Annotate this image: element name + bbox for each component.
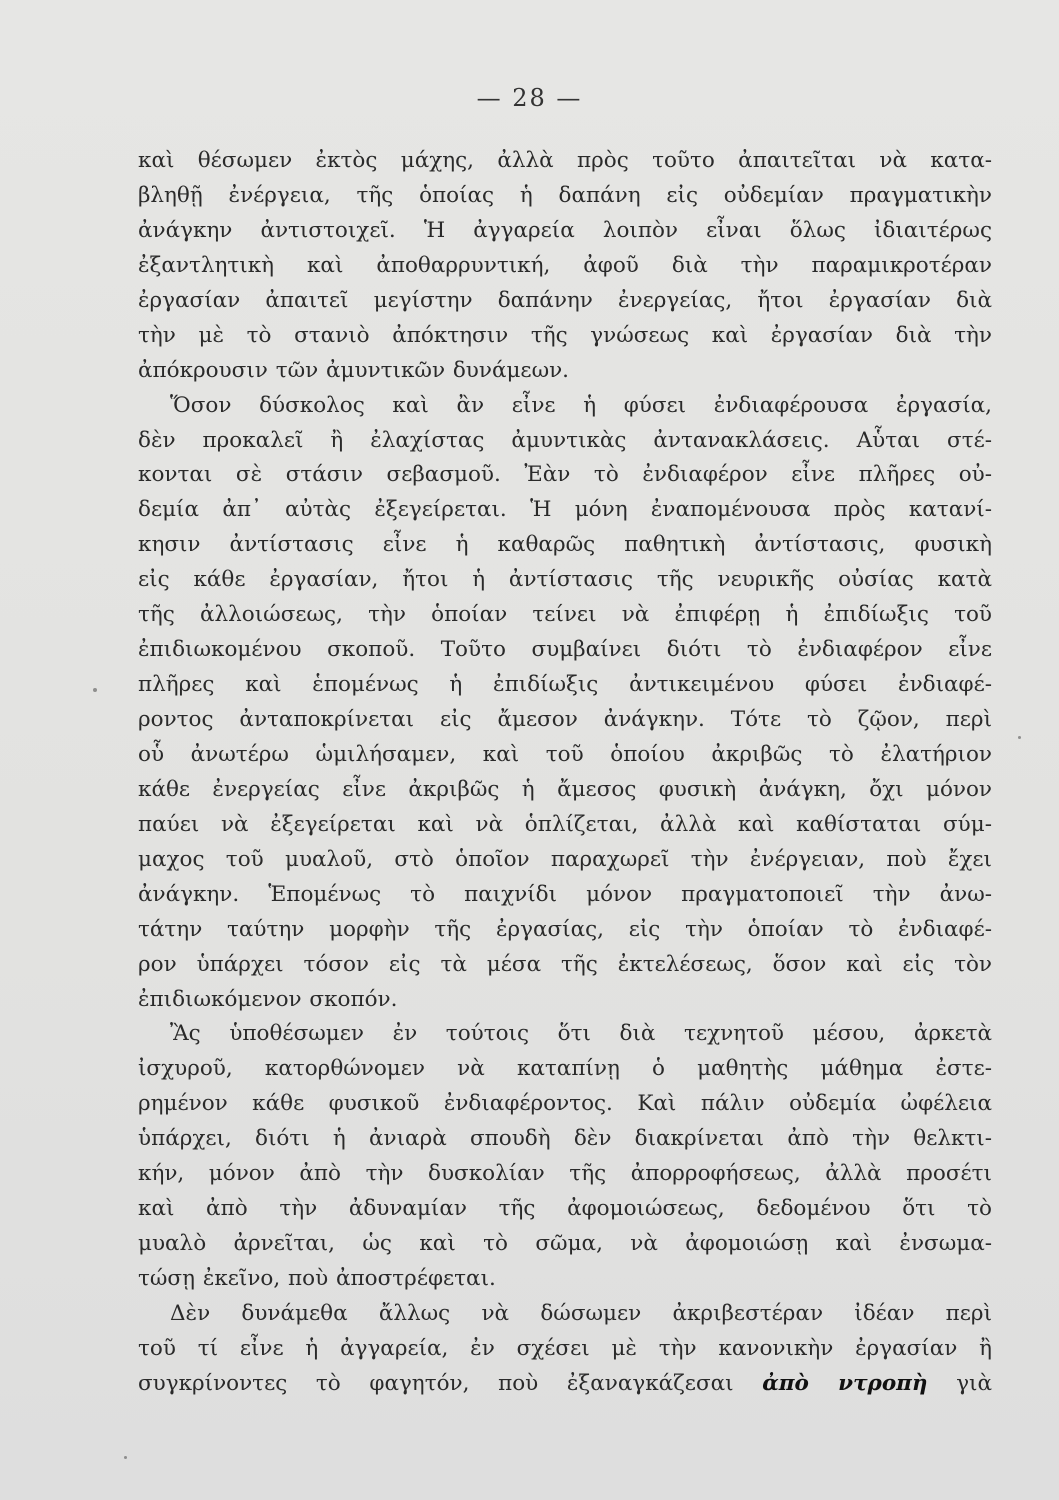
text-line: τὴν μὲ τὸ στανιὸ ἀπόκτησιν τῆς γνώσεως καὶ ἐργασίαν διὰ τὴν [138,322,992,348]
text-line: ροντος ἀνταποκρίνεται εἰς ἄμεσον ἀνάγκην. Τότε τὸ ζῷον, περὶ [138,707,992,732]
text-line: ἐξαντλητικὴ καὶ ἀποθαρρυντική, ἀφοῦ διὰ τὴν παραμικροτέραν [138,252,992,278]
paragraph-start: Ἂς ὑποθέσωμεν ἐν τούτοις ὅτι διὰ τεχνητοῦ μέσου, ἀρκετὰ [170,1021,992,1047]
text-line: δεμία ἀπ᾽ αὐτὰς ἐξεγείρεται. Ἡ μόνη ἐναπομένουσα πρὸς κατανί- [138,497,992,523]
text-line: τώσῃ ἐκεῖνο, ποὺ ἀποστρέφεται. [138,1266,496,1291]
text-line: καὶ θέσωμεν ἐκτὸς μάχης, ἀλλὰ πρὸς τοῦτο ἀπαιτεῖται νὰ κατα- [138,148,992,173]
page-number: — 28 — [476,84,583,112]
text-line: ὑπάρχει, διότι ἡ ἀνιαρὰ σπουδὴ δὲν διακρίνεται ἀπὸ τὴν θελκτι- [138,1126,992,1152]
final-line-start: συγκρίνοντες τὸ φαγητόν, ποὺ ἐξαναγκάζεσαι [138,1370,734,1396]
body-text [138,144,992,1402]
text-line: τῆς ἀλλοιώσεως, τὴν ὁποίαν τείνει νὰ ἐπιφέρῃ ἡ ἐπιδίωξις τοῦ [138,602,992,628]
final-line-end: γιὰ [956,1370,992,1396]
text-line: ἐπιδιωκόμενον σκοπόν. [138,986,398,1012]
text-line: πλῆρες καὶ ἑπομένως ἡ ἐπιδίωξις ἀντικειμένου φύσει ἐνδιαφέ- [138,672,992,698]
text-line: ἐργασίαν ἀπαιτεῖ μεγίστην δαπάνην ἐνεργείας, ἤτοι ἐργασίαν διὰ [138,287,992,313]
text-line: ἐπιδιωκομένου σκοποῦ. Τοῦτο συμβαίνει διότι τὸ ἐνδιαφέρον εἶνε [138,637,992,663]
text-line: κονται σὲ στάσιν σεβασμοῦ. Ἐὰν τὸ ἐνδιαφέρον εἶνε πλῆρες οὐ- [138,462,992,488]
text-line: ἀνάγκην. Ἑπομένως τὸ παιχνίδι μόνον πραγματοποιεῖ τὴν ἀνω- [138,881,992,907]
text-line: καὶ ἀπὸ τὴν ἀδυναμίαν τῆς ἀφομοιώσεως, δεδομένου ὅτι τὸ [138,1196,992,1222]
text-line: ἰσχυροῦ, κατορθώνομεν νὰ καταπίνῃ ὁ μαθητὴς μάθημα ἐστε- [138,1056,992,1082]
text-line: μαχος τοῦ μυαλοῦ, στὸ ὁποῖον παραχωρεῖ τὴν ἐνέργειαν, ποὺ ἔχει [138,846,992,872]
paper-speck [93,688,97,692]
text-line: κησιν ἀντίστασις εἶνε ἡ καθαρῶς παθητικὴ ἀντίστασις, φυσικὴ [138,532,992,558]
text-line: κήν, μόνον ἀπὸ τὴν δυσκολίαν τῆς ἀπορροφήσεως, ἀλλὰ προσέτι [138,1161,992,1187]
text-line: δὲν προκαλεῖ ἢ ἐλαχίστας ἀμυντικὰς ἀντανακλάσεις. Αὗται στέ- [138,427,992,453]
text-line: τοῦ τί εἶνε ἡ ἀγγαρεία, ἐν σχέσει μὲ τὴν κανονικὴν ἐργασίαν ἢ [138,1335,992,1361]
text-line: οὗ ἀνωτέρω ὡμιλήσαμεν, καὶ τοῦ ὁποίου ἀκριβῶς τὸ ἐλατήριον [138,741,992,767]
paper-speck [124,1456,127,1459]
text-line: κάθε ἐνεργείας εἶνε ἀκριβῶς ἡ ἄμεσος φυσικὴ ἀνάγκη, ὄχι μόνον [138,776,992,802]
paper-speck [1018,736,1021,739]
emphasis-text: ἀπὸ ντροπὴ [762,1370,928,1396]
text-line: ρον ὑπάρχει τόσον εἰς τὰ μέσα τῆς ἐκτελέσεως, ὅσον καὶ εἰς τὸν [138,951,992,977]
text-line: ἀπόκρουσιν τῶν ἀμυντικῶν δυνάμεων. [138,357,570,383]
paragraph-start: Ὅσον δύσκολος καὶ ἂν εἶνε ἡ φύσει ἐνδιαφέρουσα ἐργασία, [170,392,992,418]
text-line: ρημένον κάθε φυσικοῦ ἐνδιαφέροντος. Καὶ πάλιν οὐδεμία ὠφέλεια [138,1091,992,1117]
text-line: εἰς κάθε ἐργασίαν, ἤτοι ἡ ἀντίστασις τῆς νευρικῆς οὐσίας κατὰ [138,567,992,593]
text-line: τάτην ταύτην μορφὴν τῆς ἐργασίας, εἰς τὴν ὁποίαν τὸ ἐνδιαφέ- [138,916,992,942]
paragraph-start: Δὲν δυνάμεθα ἄλλως νὰ δώσωμεν ἀκριβεστέραν ἰδέαν περὶ [170,1300,992,1326]
text-line: παύει νὰ ἐξεγείρεται καὶ νὰ ὁπλίζεται, ἀλλὰ καὶ καθίσταται σύμ- [138,811,992,837]
text-line: μυαλὸ ἀρνεῖται, ὡς καὶ τὸ σῶμα, νὰ ἀφομοιώσῃ καὶ ἐνσωμα- [138,1231,992,1257]
text-line: ἀνάγκην ἀντιστοιχεῖ. Ἡ ἀγγαρεία λοιπὸν εἶναι ὅλως ἰδιαιτέρως [138,217,992,243]
text-line: βληθῇ ἐνέργεια, τῆς ὁποίας ἡ δαπάνη εἰς οὐδεμίαν πραγματικὴν [138,182,992,208]
text-line-final [138,1367,992,1402]
